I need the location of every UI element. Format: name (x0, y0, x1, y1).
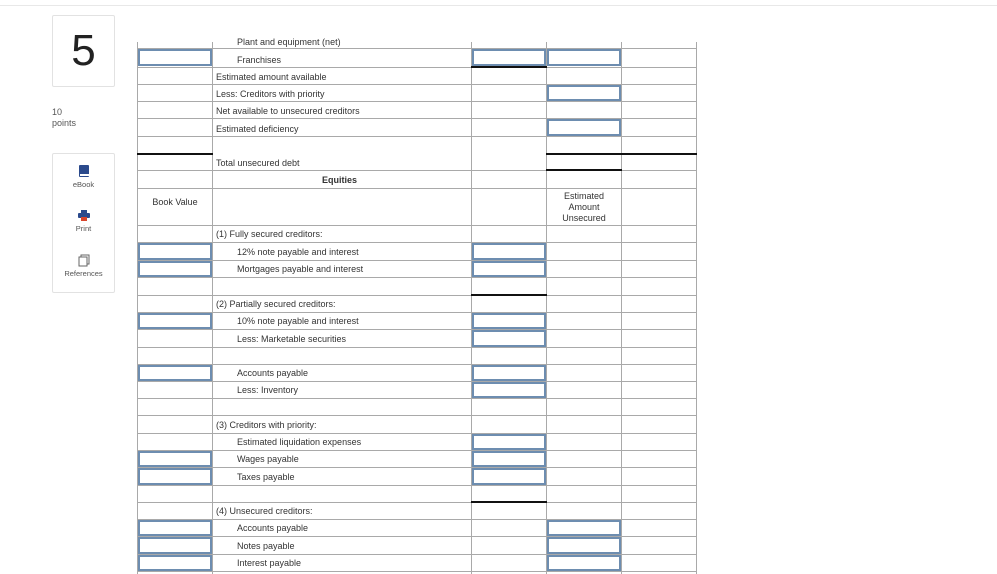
sec4-notes-unsecured-input[interactable] (547, 537, 621, 554)
sec4-ap-unsecured-input[interactable] (547, 520, 621, 536)
book-icon (77, 164, 91, 178)
sec1-note-label: 12% note payable and interest (237, 247, 359, 257)
resource-sidebar (52, 153, 115, 293)
franchises-unsecured-input[interactable] (547, 49, 621, 66)
sec4-interest-label: Interest payable (237, 558, 302, 568)
sec2-note-book-value-input[interactable] (138, 313, 212, 329)
sec1-note-book-value-input[interactable] (138, 243, 212, 260)
sec1-mortgage-label: Mortgages payable and interest (237, 264, 364, 274)
sec4-title: (4) Unsecured creditors: (216, 506, 313, 516)
sec1-note-amount-input[interactable] (472, 243, 546, 260)
sec4-notes-book-value-input[interactable] (138, 537, 212, 554)
sec1-mortgage-book-value-input[interactable] (138, 261, 212, 277)
col-book-value-header: Book Value (152, 197, 198, 207)
sec2-inventory-amount-input[interactable] (472, 382, 546, 398)
sec3-taxes-label: Taxes payable (237, 472, 295, 482)
ebook-button[interactable] (53, 164, 114, 189)
row-total-unsecured-label: Total unsecured debt (216, 158, 300, 168)
less-priority-input[interactable] (547, 85, 621, 101)
references-icon (77, 254, 91, 267)
sec3-title: (3) Creditors with priority: (216, 420, 317, 430)
question-number: 5 (52, 15, 115, 87)
sec2-note-label: 10% note payable and interest (237, 316, 359, 326)
points-value: 10 (52, 107, 63, 117)
row-franchises-label: Franchises (237, 55, 282, 65)
references-button[interactable] (53, 254, 114, 278)
franchises-amount-input[interactable] (472, 49, 546, 66)
sec2-less-marketable-label: Less: Marketable securities (237, 334, 347, 344)
row-less-priority-label: Less: Creditors with priority (216, 89, 325, 99)
sec2-ap-amount-input[interactable] (472, 365, 546, 381)
sec2-ap-label: Accounts payable (237, 368, 309, 378)
franchises-book-value-input[interactable] (138, 49, 212, 66)
sec2-ap-book-value-input[interactable] (138, 365, 212, 381)
points-info (52, 107, 76, 129)
sec3-taxes-amount-input[interactable] (472, 468, 546, 485)
sec4-ap-label: Accounts payable (237, 523, 309, 533)
sec1-title: (1) Fully secured creditors: (216, 229, 323, 239)
sec4-notes-label: Notes payable (237, 541, 295, 551)
ebook-label: eBook (72, 180, 95, 189)
sec3-liquidation-label: Estimated liquidation expenses (237, 437, 362, 447)
print-button[interactable] (53, 209, 114, 233)
print-label: Print (75, 224, 92, 233)
sec3-liquidation-amount-input[interactable] (472, 434, 546, 450)
sec2-marketable-amount-input[interactable] (472, 330, 546, 347)
est-deficiency-input[interactable] (547, 119, 621, 136)
sec2-title: (2) Partially secured creditors: (216, 299, 336, 309)
row-net-available-label: Net available to unsecured creditors (216, 106, 360, 116)
sec4-ap-book-value-input[interactable] (138, 520, 212, 536)
sec3-wages-book-value-input[interactable] (138, 451, 212, 467)
sec2-note-amount-input[interactable] (472, 313, 546, 329)
sec3-wages-amount-input[interactable] (472, 451, 546, 467)
row-plant-label: Plant and equipment (net) (237, 37, 341, 47)
equities-header: Equities (322, 175, 358, 185)
top-divider (0, 5, 997, 6)
points-label: points (52, 118, 77, 128)
row-est-available-label: Estimated amount available (216, 72, 327, 82)
references-label: References (64, 269, 103, 278)
sec2-less-inventory-label: Less: Inventory (237, 385, 299, 395)
sec4-interest-book-value-input[interactable] (138, 555, 212, 571)
printer-icon (77, 209, 91, 222)
sec1-mortgage-amount-input[interactable] (472, 261, 546, 277)
sec4-interest-unsecured-input[interactable] (547, 555, 621, 571)
row-est-deficiency-label: Estimated deficiency (216, 124, 299, 134)
sec3-taxes-book-value-input[interactable] (138, 468, 212, 485)
sec3-wages-label: Wages payable (237, 454, 299, 464)
col-est-unsecured-header: Estimated Amount Unsecured (562, 191, 606, 223)
